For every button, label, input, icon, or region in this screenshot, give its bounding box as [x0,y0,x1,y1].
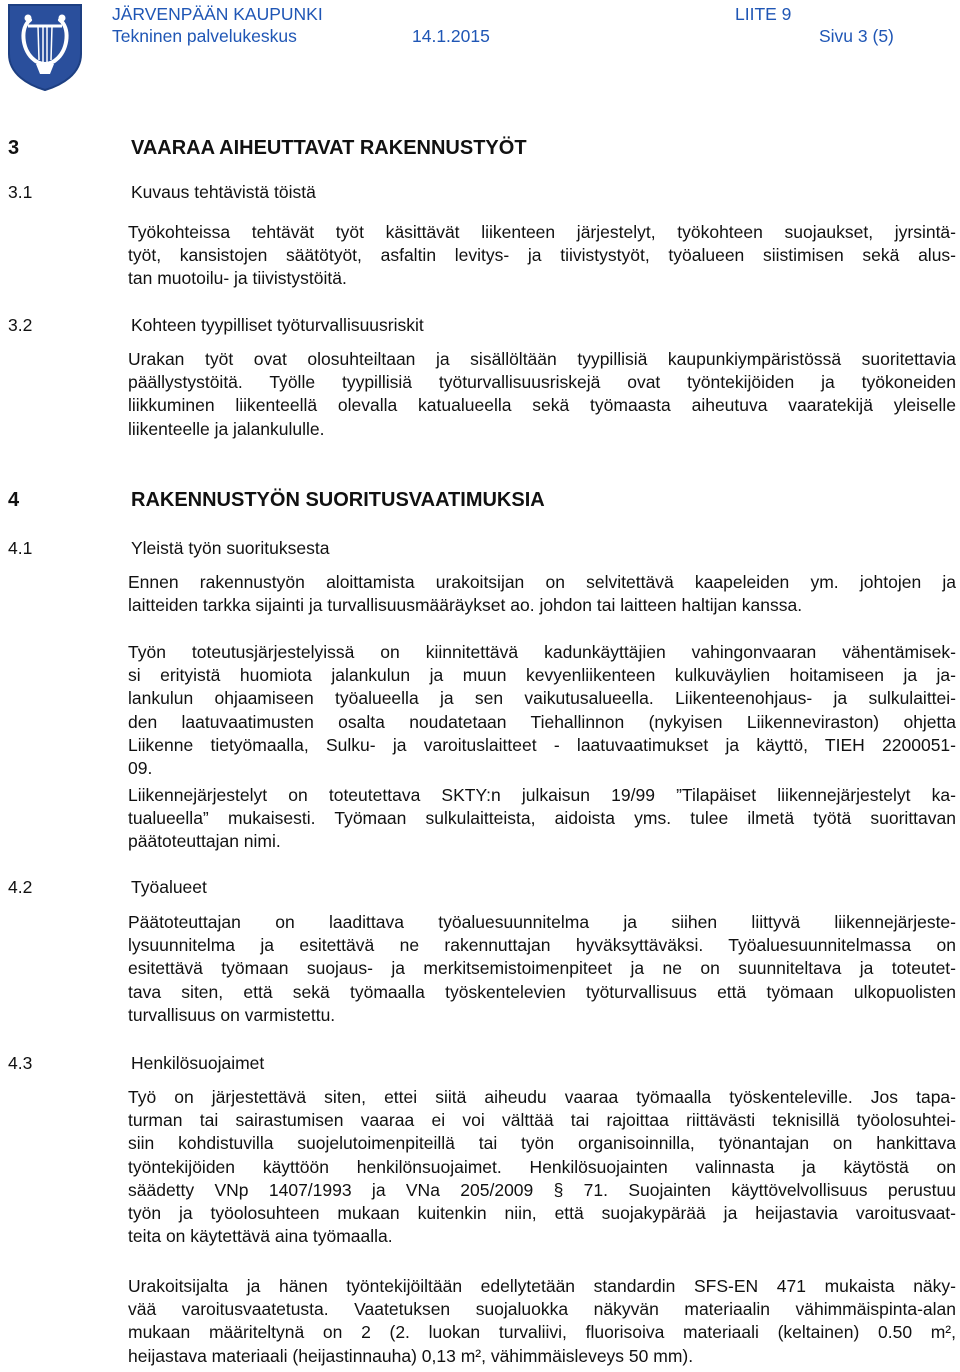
text-line: lysuunnitelma ja esitettävä ne rakennuttajan hyväksyttäväksi. Työaluesuunnitelmassa on [128,935,956,956]
text-line: Työ on järjestettävä siten, ettei siitä aiheudu vaaraa työmaalla työskenteleville. Jos tapa- [128,1087,956,1107]
text-line: esitettävä työmaan suojaus- ja merkitsemistoimenpiteet ja ne on suunniteltava ja toteutet- [128,958,956,979]
paragraph [128,348,956,441]
text-line: liikenteelle ja jalankululle. [128,418,325,439]
text-line: tan muotoilu- ja tiivistystöitä. [128,268,347,289]
text-line: Urakoitsijalta ja hänen työntekijöiltään edellytetään standardin SFS-EN 471 mukaista näky- [128,1276,956,1296]
text-line: Liikenne tietyömaalla, Sulku- ja varoituslaitteet - laatuvaatimukset ja käyttö, TIEH 2200051- [128,734,956,755]
text-line: Liikennejärjestelyt on toteutettava SKTY:n julkaisun 19/99 ”Tilapäiset liikennejärjestelyt ka- [128,785,956,805]
department-name: Tekninen palvelukeskus [112,26,297,46]
subsection-number: 4.1 [8,538,33,558]
text-line: vää varoitusvaatetusta. Vaatetuksen suojaluokka näkyvän materiaalin vähimmäispinta-alan [128,1299,956,1320]
paragraph [128,1086,956,1248]
coat-of-arms-logo [6,2,84,92]
organization-name: JÄRVENPÄÄN KAUPUNKI [112,4,323,24]
section-number: 4 [8,489,20,511]
text-line: Urakan työt ovat olosuhteiltaan ja sisällöltään tyypillisiä kaupunkiympäristössä suoritettavia [128,349,956,369]
text-line: Työkohteissa tehtävät työt käsittävät liikenteen järjestelyt, työkohteen suojaukset, jyrsintä- [128,222,956,242]
text-line: työn ja työolosuhteen mukaan kuitenkin niin, että suojakypärää ja heijastavia varoitusvaat- [128,1203,956,1224]
text-line: tava siten, että sekä työmaalla työskentelevien työturvallisuus että työmaan ulkopuolisten [128,981,956,1002]
subsection-number: 3.2 [8,315,33,335]
text-line: työt, kansistojen säätötyöt, asfaltin levitys- ja tiivistystyöt, työalueen siistimisen sekä alus- [128,245,956,266]
text-line: mukaan määriteltynä on 2 (2. luokan turvaliivi, fluorisoiva materiaali (keltainen) 0.50 m², [128,1322,956,1343]
section-title: VAARAA AIHEUTTAVAT RAKENNUSTYÖT [131,137,527,159]
section-number: 3 [8,137,20,159]
subsection-title: Kohteen tyypilliset työturvallisuusriskit [131,315,424,335]
paragraph [128,911,956,1027]
paragraph [128,641,956,780]
subsection-number: 4.3 [8,1053,33,1073]
page-number: Sivu 3 (5) [819,26,894,46]
text-line: turman tai sairastumisen vaaraa ei voi välttää tai rajoittaa riittävästi teknisillä työolosuhtei- [128,1110,956,1131]
text-line: Päätoteuttajan on laadittava työaluesuunnitelma ja siihen liittyvä liikennejärjeste- [128,912,956,932]
text-line: päätoteuttajan nimi. [128,831,281,852]
paragraph [128,571,956,617]
text-line: Ennen rakennustyön aloittamista urakoitsijan on selvitettävä kaapeleiden ym. johtojen ja [128,572,956,592]
subsection-title: Työalueet [131,877,207,897]
text-line: teita on käytettävä aina työmaalla. [128,1226,393,1247]
text-line: den laatuvaatimusten osalta noudatetaan Tiehallinnon (nykyisen Liikenneviraston) ohjetta [128,711,956,732]
subsection-title: Yleistä työn suorituksesta [131,538,330,558]
text-line: lankulun ohjaamiseen työalueella ja sen vaikutusalueella. Liikenteenohjaus- ja sulkulaittei- [128,688,956,709]
subsection-number: 3.1 [8,182,33,202]
text-line: Työn toteutusjärjestelyissä on kiinnitettävä kadunkäyttäjien vahingonvaaran vähentämisek- [128,642,956,662]
text-line: heijastava materiaali (heijastinnauha) 0,13 m², vähimmäisleveys 50 mm). [128,1345,694,1366]
text-line: siin kohdistuvilla suojelutoimenpiteillä tai työn organisoinnilla, työnantajan on hankittava [128,1133,956,1154]
text-line: tualueella” mukaisesti. Työmaan sulkulaitteista, aidoista yms. tulee ilmetä työtä suorittavan [128,808,956,829]
lyre-coat-of-arms-icon [6,2,84,92]
text-line: päällystystöitä. Työlle tyypillisiä työturvallisuusriskejä ovat työntekijöiden ja työkoneiden [128,372,956,393]
section-title: RAKENNUSTYÖN SUORITUSVAATIMUKSIA [131,489,545,511]
text-line: 09. [128,758,153,779]
text-line: laitteiden tarkka sijainti ja turvallisuusmääräykset ao. johdon tai laitteen haltijan kanssa. [128,595,803,616]
paragraph [128,1275,956,1368]
paragraph [128,221,956,291]
text-line: säädetty VNp 1407/1993 ja VNa 205/2009 § 71. Suojainten käyttövelvollisuus perustuu [128,1179,956,1200]
document-date: 14.1.2015 [412,26,490,46]
paragraph [128,784,956,854]
subsection-number: 4.2 [8,877,33,897]
text-line: liikkuminen liikenteellä olevalla katualueella sekä työmaasta aiheutuva vaaratekijä yleiselle [128,395,956,416]
text-line: työntekijöiden käyttöön henkilönsuojaimet. Henkilösuojainten valinnasta ja käytöstä on [128,1156,956,1177]
appendix-label: LIITE 9 [735,4,792,24]
subsection-title: Henkilösuojaimet [131,1053,265,1073]
text-line: si erityistä huomiota jalankulun ja muun kevyenliikenteen kulkuväylien hoitamiseen ja ja- [128,665,956,686]
subsection-title: Kuvaus tehtävistä töistä [131,182,316,202]
text-line: turvallisuus on varmistettu. [128,1004,336,1025]
